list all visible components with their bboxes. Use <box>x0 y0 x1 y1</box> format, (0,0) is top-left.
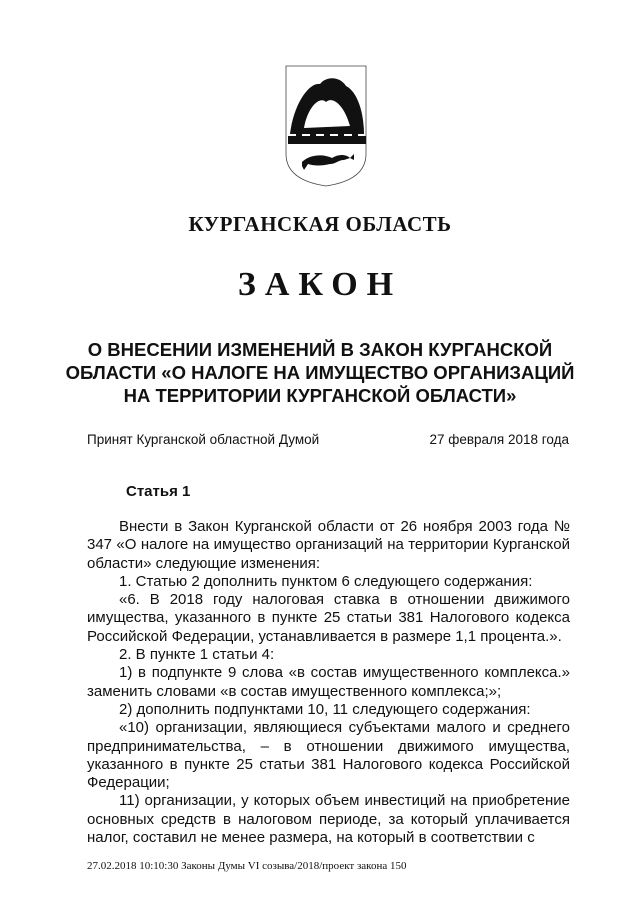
article-paragraph: 2. В пункте 1 статьи 4: <box>119 646 275 664</box>
article-paragraph: 1) в подпункте 9 слова «в состав имущественного комплекса.» заменить словами «в состав имущественного комплекса;»; <box>87 664 570 700</box>
article-paragraph: 2) дополнить подпунктами 10, 11 следующего содержания: <box>119 700 531 718</box>
article-paragraph: «6. В 2018 году налоговая ставка в отношении движимого имущества, указанного в пункте 25 статьи 381 Налогового кодекса Российской Федерации, устанавливается в размере 1,1 процента.». <box>87 591 570 645</box>
law-title-line: О ВНЕСЕНИИ ИЗМЕНЕНИЙ В ЗАКОН КУРГАНСКОЙ <box>87 339 553 360</box>
coat-of-arms-icon <box>280 62 372 190</box>
article-body <box>87 518 570 847</box>
adopted-by: Принят Курганской областной Думой <box>87 432 320 447</box>
article-paragraph: Внести в Закон Курганской области от 26 ноября 2003 года № 347 «О налоге на имущество организаций на территории Курганской области» следующие изменения: <box>87 518 570 572</box>
adoption-date: 27 февраля 2018 года <box>429 432 569 447</box>
law-title-line: ОБЛАСТИ «О НАЛОГЕ НА ИМУЩЕСТВО ОРГАНИЗАЦИЙ <box>65 362 575 383</box>
footer-path: 27.02.2018 10:10:30 Законы Думы VI созыва/2018/проект закона 150 <box>87 860 407 872</box>
law-title-line: НА ТЕРРИТОРИИ КУРГАНСКОЙ ОБЛАСТИ» <box>123 385 517 406</box>
law-title <box>0 338 640 407</box>
article-paragraph: 11) организации, у которых объем инвестиций на приобретение основных средств в налоговом периоде, за который уплачивается налог, составил не менее размера, на который в соответствии с <box>87 792 570 847</box>
article-paragraph: «10) организации, являющиеся субъектами малого и среднего предпринимательства, – в отношении движимого имущества, указанного в пункте 25 статьи 381 Налогового кодекса Российской Федерации; <box>87 719 570 792</box>
article-paragraph: 1. Статью 2 дополнить пунктом 6 следующего содержания: <box>119 572 533 590</box>
region-name: КУРГАНСКАЯ ОБЛАСТЬ <box>188 212 452 236</box>
document-type: ЗАКОН <box>237 266 403 303</box>
article-heading: Статья 1 <box>126 483 191 500</box>
